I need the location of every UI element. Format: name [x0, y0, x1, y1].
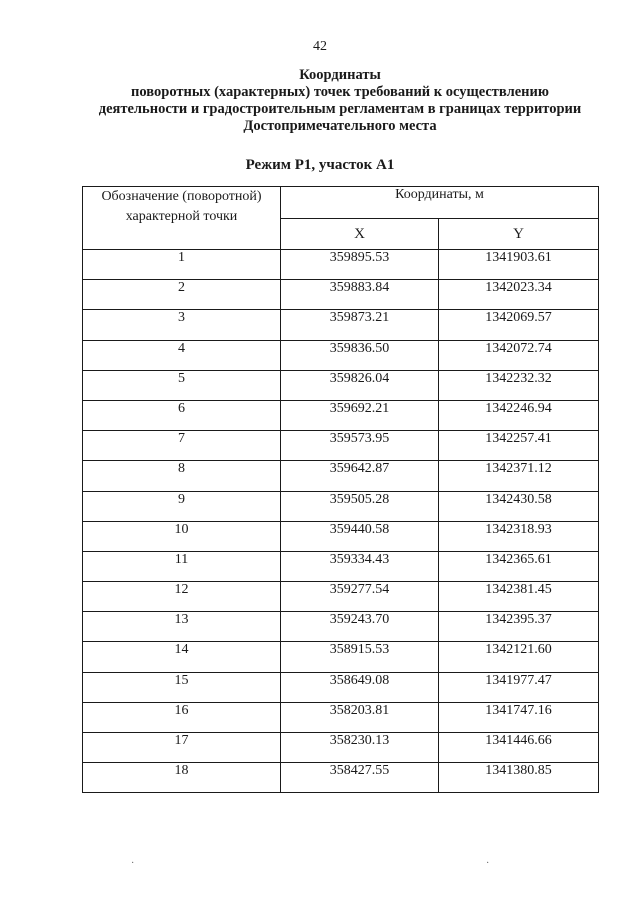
cell-x: 359883.84 [281, 280, 439, 310]
cell-x: 359243.70 [281, 612, 439, 642]
cell-y: 1342430.58 [439, 491, 599, 521]
header-x: X [281, 219, 439, 250]
cell-point: 5 [83, 370, 281, 400]
title-line-4: Достопримечательного места [243, 118, 437, 134]
table-row [83, 672, 599, 702]
cell-point: 3 [83, 310, 281, 340]
scan-speck: · [131, 858, 135, 869]
cell-point: 11 [83, 551, 281, 581]
cell-y: 1342232.32 [439, 370, 599, 400]
cell-x: 359573.95 [281, 431, 439, 461]
cell-y: 1342381.45 [439, 582, 599, 612]
table-row [83, 400, 599, 430]
cell-x: 359836.50 [281, 340, 439, 370]
table-row [83, 250, 599, 280]
table-row [83, 310, 599, 340]
cell-x: 359895.53 [281, 250, 439, 280]
cell-x: 358230.13 [281, 733, 439, 763]
cell-x: 358427.55 [281, 763, 439, 793]
cell-x: 359826.04 [281, 370, 439, 400]
cell-x: 359334.43 [281, 551, 439, 581]
cell-point: 1 [83, 250, 281, 280]
cell-x: 358203.81 [281, 702, 439, 732]
scan-speck: · [486, 858, 490, 869]
cell-x: 359505.28 [281, 491, 439, 521]
cell-point: 7 [83, 431, 281, 461]
cell-x: 359642.87 [281, 461, 439, 491]
cell-y: 1341747.16 [439, 702, 599, 732]
cell-point: 8 [83, 461, 281, 491]
cell-point: 6 [83, 400, 281, 430]
table-row [83, 733, 599, 763]
table-row [83, 521, 599, 551]
header-coordinates: Координаты, м [281, 187, 599, 219]
cell-y: 1342121.60 [439, 642, 599, 672]
cell-point: 10 [83, 521, 281, 551]
cell-point: 9 [83, 491, 281, 521]
cell-y: 1341977.47 [439, 672, 599, 702]
cell-x: 359692.21 [281, 400, 439, 430]
table-row [83, 612, 599, 642]
title-line-2: поворотных (характерных) точек требований к осуществлению [131, 84, 549, 100]
header-point-line-1: Обозначение (поворотной) [101, 189, 262, 204]
coordinates-table [82, 186, 599, 793]
cell-x: 359277.54 [281, 582, 439, 612]
page-number: 42 [313, 39, 327, 54]
table-row [83, 551, 599, 581]
table-row [83, 491, 599, 521]
cell-point: 2 [83, 280, 281, 310]
cell-y: 1342023.34 [439, 280, 599, 310]
header-point-line-2: характерной точки [125, 209, 238, 224]
cell-x: 359440.58 [281, 521, 439, 551]
cell-y: 1342069.57 [439, 310, 599, 340]
cell-y: 1341903.61 [439, 250, 599, 280]
title-line-1: Координаты [299, 67, 381, 83]
cell-point: 14 [83, 642, 281, 672]
table-row [83, 702, 599, 732]
cell-point: 15 [83, 672, 281, 702]
header-y: Y [439, 219, 599, 250]
cell-y: 1342246.94 [439, 400, 599, 430]
document-title [60, 67, 620, 135]
cell-y: 1342371.12 [439, 461, 599, 491]
cell-point: 4 [83, 340, 281, 370]
table-row [83, 763, 599, 793]
cell-x: 359873.21 [281, 310, 439, 340]
table-row [83, 642, 599, 672]
table-row [83, 431, 599, 461]
cell-x: 358915.53 [281, 642, 439, 672]
cell-y: 1342395.37 [439, 612, 599, 642]
cell-y: 1342318.93 [439, 521, 599, 551]
cell-x: 358649.08 [281, 672, 439, 702]
cell-point: 13 [83, 612, 281, 642]
title-line-3: деятельности и градостроительным регламентам в границах территории [98, 101, 582, 117]
cell-point: 12 [83, 582, 281, 612]
header-point-designation [83, 187, 281, 250]
table-row [83, 461, 599, 491]
table-body [83, 250, 599, 793]
cell-y: 1342072.74 [439, 340, 599, 370]
table-row [83, 582, 599, 612]
cell-y: 1341446.66 [439, 733, 599, 763]
cell-point: 18 [83, 763, 281, 793]
table-row [83, 280, 599, 310]
cell-point: 17 [83, 733, 281, 763]
table-row [83, 340, 599, 370]
cell-y: 1341380.85 [439, 763, 599, 793]
table-row [83, 370, 599, 400]
cell-y: 1342257.41 [439, 431, 599, 461]
cell-y: 1342365.61 [439, 551, 599, 581]
section-subtitle: Режим Р1, участок А1 [245, 157, 395, 173]
cell-point: 16 [83, 702, 281, 732]
